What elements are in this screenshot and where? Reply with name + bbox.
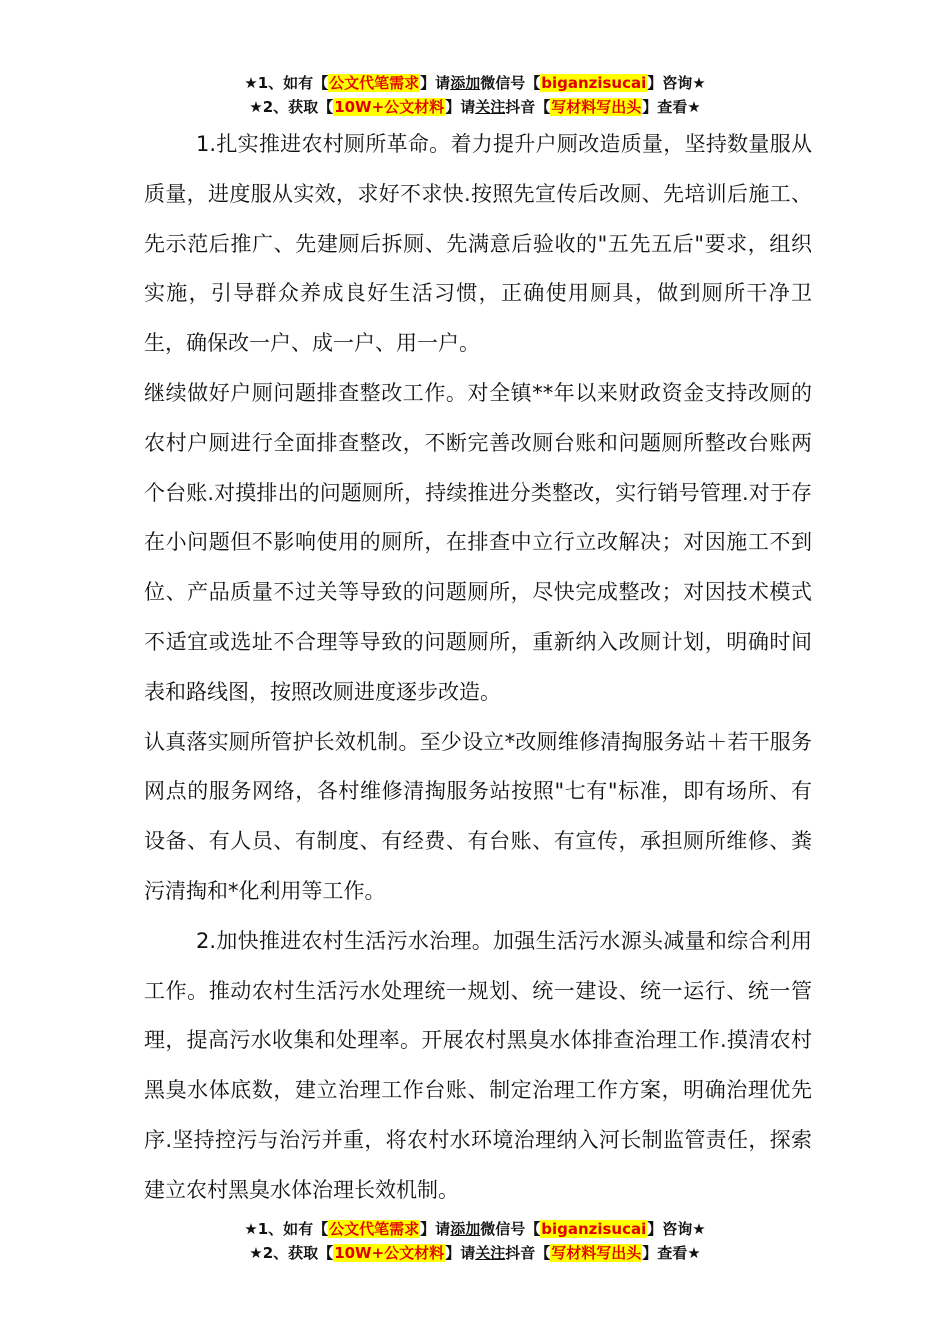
banner-line-2 [0, 1242, 950, 1266]
banner-line-1 [0, 1218, 950, 1242]
banner-text: 】请 [420, 1220, 451, 1238]
banner-highlight: 10W+公文材料 [334, 98, 445, 116]
document-body [144, 120, 812, 1216]
banner-underlined-text: 添加 [450, 74, 481, 92]
banner-text: 】请 [445, 98, 476, 116]
banner-underlined-text: 添加 [450, 1220, 481, 1238]
paragraph-sewage-treatment: 2.加快推进农村生活污水治理。加强生活污水源头减量和综合利用工作。推动农村生活污水处理统一规划、统一建设、统一运行、统一管理，提高污水收集和处理率。开展农村黑臭水体排查治理工作.摸清农村黑臭水体底数，建立治理工作台账、制定治理工作方案，明确治理优先序.坚持控污与治污并重，将农村水环境治理纳入河长制监管责任，探索建立农村黑臭水体治理长效机制。 [144, 928, 812, 1202]
footer-banner [0, 1218, 950, 1266]
banner-underlined-text: 关注 [475, 98, 506, 116]
paragraph-toilet-maintenance: 认真落实厕所管护长效机制。至少设立*改厕维修清掏服务站＋若干服务网点的服务网络，各村维修清掏服务站按照"七有"标准，即有场所、有设备、有人员、有制度、有经费、有台账、有宣传，承担厕所维修、粪污清掏和*化利用等工作。 [144, 729, 812, 903]
banner-text: ★2、获取【 [249, 98, 334, 116]
banner-text: 抖音【 [505, 98, 551, 116]
banner-text: ★1、如有【 [244, 74, 329, 92]
banner-text: ★2、获取【 [249, 1244, 334, 1262]
banner-douyin-id: 写材料写出头 [551, 98, 642, 116]
banner-text: 】查看★ [642, 1244, 701, 1262]
banner-text: 】咨询★ [647, 1220, 706, 1238]
banner-text: 】请 [445, 1244, 476, 1262]
banner-wechat-id: biganzisucai [541, 1220, 647, 1238]
banner-highlight: 公文代笔需求 [329, 74, 420, 92]
banner-text: ★1、如有【 [244, 1220, 329, 1238]
banner-douyin-id: 写材料写出头 [551, 1244, 642, 1262]
banner-text: 】请 [420, 74, 451, 92]
banner-text: 微信号【 [480, 74, 541, 92]
banner-highlight: 10W+公文材料 [334, 1244, 445, 1262]
banner-text: 抖音【 [505, 1244, 551, 1262]
banner-wechat-id: biganzisucai [541, 74, 647, 92]
header-banner [0, 72, 950, 120]
paragraph-toilet-revolution: 1.扎实推进农村厕所革命。着力提升户厕改造质量，坚持数量服从质量，进度服从实效，求好不求快.按照先宣传后改厕、先培训后施工、先示范后推广、先建厕后拆厕、先满意后验收的"五先五后"要求，组织实施，引导群众养成良好生活习惯，正确使用厕具，做到厕所干净卫生，确保改一户、成一户、用一户。 [144, 132, 812, 356]
banner-line-1 [0, 72, 950, 96]
banner-highlight: 公文代笔需求 [329, 1220, 420, 1238]
paragraph-toilet-inspection: 继续做好户厕问题排查整改工作。对全镇**年以来财政资金支持改厕的农村户厕进行全面排查整改，不断完善改厕台账和问题厕所整改台账两个台账.对摸排出的问题厕所，持续推进分类整改，实行销号管理.对于存在小问题但不影响使用的厕所，在排查中立行立改解决；对因施工不到位、产品质量不过关等导致的问题厕所，尽快完成整改；对因技术模式不适宜或选址不合理等导致的问题厕所，重新纳入改厕计划，明确时间表和路线图，按照改厕进度逐步改造。 [144, 380, 812, 704]
banner-text: 】咨询★ [647, 74, 706, 92]
banner-line-2 [0, 96, 950, 120]
banner-text: 】查看★ [642, 98, 701, 116]
banner-text: 微信号【 [480, 1220, 541, 1238]
banner-underlined-text: 关注 [475, 1244, 506, 1262]
